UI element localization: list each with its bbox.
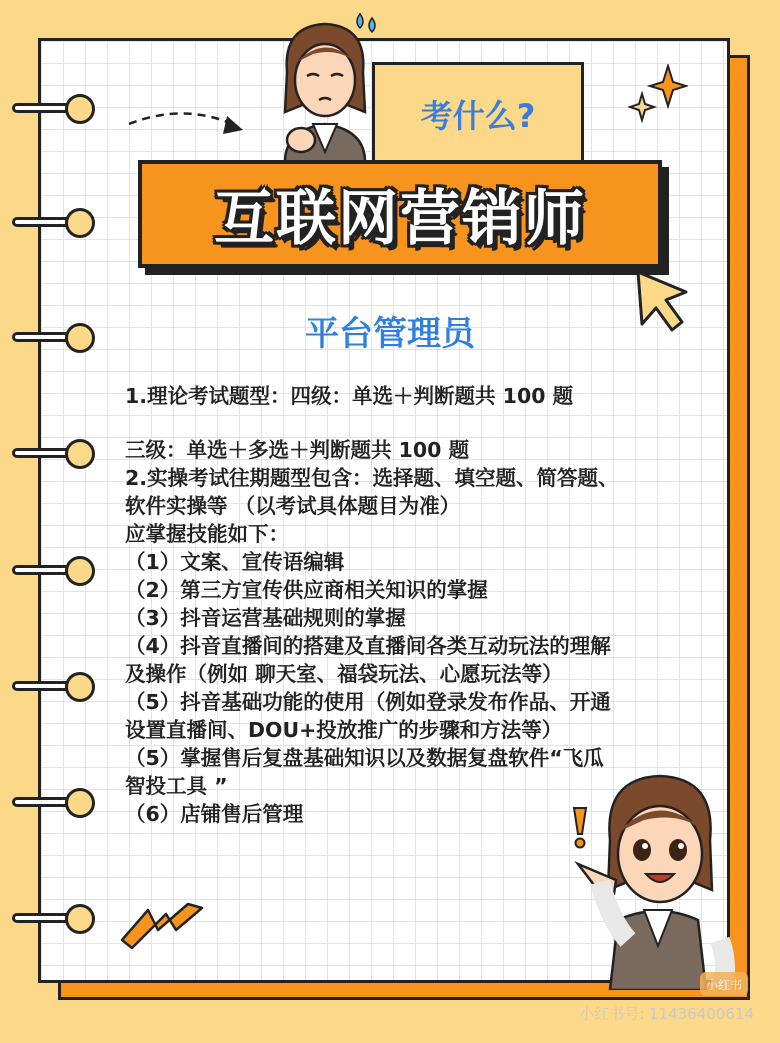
spiral-ring-icon bbox=[65, 788, 95, 818]
content-line: （3）抖音运营基础规则的掌握 bbox=[125, 606, 406, 630]
content-line: 智投工具 ” bbox=[125, 774, 228, 798]
spiral-ring-icon bbox=[65, 904, 95, 934]
title-banner bbox=[138, 160, 662, 268]
question-tag bbox=[372, 62, 584, 166]
content-spacer bbox=[125, 410, 705, 436]
content-line: 及操作（例如 聊天室、福袋玩法、心愿玩法等） bbox=[125, 662, 563, 686]
content-line: 设置直播间、DOU+投放推广的步骤和方法等） bbox=[125, 718, 563, 742]
zigzag-icon bbox=[118, 900, 208, 950]
content-line: （6）店铺售后管理 bbox=[125, 802, 304, 826]
sweat-drop-icon bbox=[352, 10, 382, 40]
content-line: （2）第三方宣传供应商相关知识的掌握 bbox=[125, 578, 488, 602]
corner-badge: 小红书 bbox=[700, 972, 748, 996]
content-line: （5）掌握售后复盘基础知识以及数据复盘软件“飞瓜 bbox=[125, 746, 604, 770]
question-tag-text: 考什么? bbox=[420, 97, 536, 135]
subtitle: 平台管理员 bbox=[305, 314, 475, 354]
pointing-woman-illustration bbox=[570, 770, 745, 990]
content-line: 应掌握技能如下： bbox=[125, 522, 289, 546]
content-line: 三级：单选＋多选＋判断题共 100 题 bbox=[125, 438, 470, 462]
spiral-ring-icon bbox=[65, 208, 95, 238]
content-line: 2.实操考试往期题型包含：选择题、填空题、简答题、 bbox=[125, 466, 619, 490]
spiral-ring-icon bbox=[65, 672, 95, 702]
content-block bbox=[125, 382, 705, 828]
spiral-ring-icon bbox=[65, 556, 95, 586]
content-line: 1.理论考试题型：四级：单选＋判断题共 100 题 bbox=[125, 384, 574, 408]
content-line: （5）抖音基础功能的使用（例如登录发布作品、开通 bbox=[125, 690, 611, 714]
content-line: （1）文案、宣传语编辑 bbox=[125, 550, 345, 574]
content-line: 软件实操等 （以考试具体题目为准） bbox=[125, 494, 461, 518]
spiral-ring-icon bbox=[65, 439, 95, 469]
sparkle-icon bbox=[628, 64, 688, 124]
banner-title: 互联网营销师 bbox=[214, 184, 586, 254]
content-line: （4）抖音直播间的搭建及直播间各类互动玩法的理解 bbox=[125, 634, 611, 658]
spiral-ring-icon bbox=[65, 94, 95, 124]
watermark: 小红书号: 11436400614 bbox=[579, 1005, 754, 1023]
dashed-arrow-icon bbox=[125, 100, 265, 150]
